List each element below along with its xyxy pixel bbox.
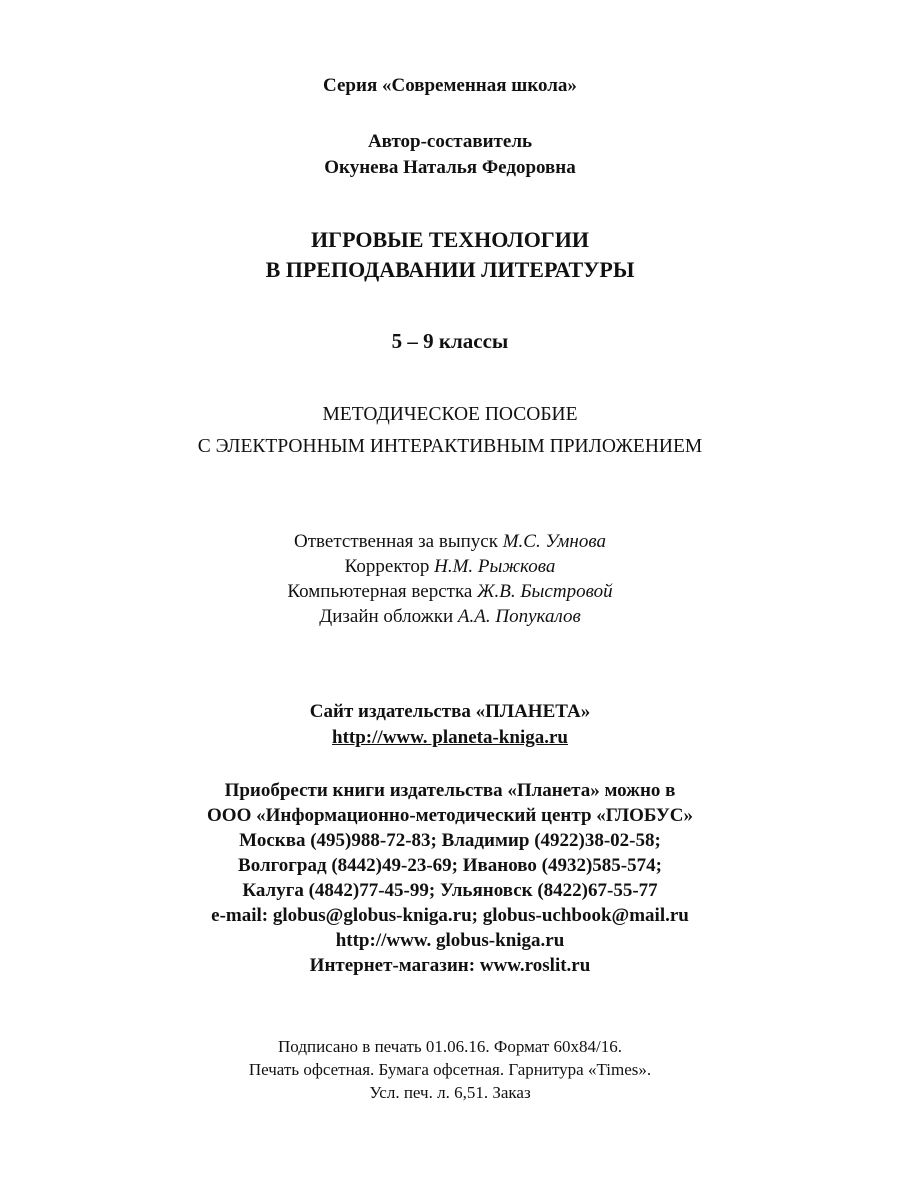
book-title-line-2: В ПРЕПОДАВАНИИ ЛИТЕРАТУРЫ [265, 257, 635, 282]
credit-line [0, 557, 900, 576]
publisher-site-link[interactable]: http://www. planeta-kniga.ru [332, 727, 568, 748]
purchase-info-website-line: http://www. globus-kniga.ru [335, 930, 565, 951]
credit-person: А.А. Попукалов [457, 606, 581, 627]
credit-line [0, 582, 900, 601]
grades-line: 5 – 9 классы [391, 329, 509, 353]
purchase-info-line: Волгоград (8442)49-23-69; Иваново (4932)585-574; [238, 855, 662, 876]
purchase-info-online-shop-line: Интернет-магазин: www.roslit.ru [309, 955, 591, 976]
credit-role: Дизайн обложки [319, 606, 454, 627]
credit-person: М.С. Умнова [502, 531, 606, 552]
purchase-info-line: Калуга (4842)77-45-99; Ульяновск (8422)67-55-77 [242, 880, 658, 901]
author-name: Окунева Наталья Федоровна [324, 157, 576, 178]
subtitle-line-2: С ЭЛЕКТРОННЫМ ИНТЕРАКТИВНЫМ ПРИЛОЖЕНИЕМ [197, 436, 703, 457]
author-role: Автор-составитель [367, 131, 533, 152]
series-line: Серия «Современная школа» [323, 75, 577, 96]
credit-line [0, 532, 900, 551]
purchase-info-email-line: e-mail: globus@globus-kniga.ru; globus-uchbook@mail.ru [211, 905, 689, 926]
purchase-info-line: ООО «Информационно-методический центр «ГЛОБУС» [207, 805, 693, 826]
purchase-info-line: Москва (495)988-72-83; Владимир (4922)38-02-58; [239, 830, 661, 851]
imprint-line: Усл. печ. л. 6,51. Заказ [369, 1083, 531, 1102]
credit-line [0, 607, 900, 626]
credit-person: Ж.В. Быстровой [477, 581, 613, 602]
publisher-site-label: Сайт издательства «ПЛАНЕТА» [309, 701, 591, 722]
purchase-info-line: Приобрести книги издательства «Планета» можно в [224, 780, 676, 801]
subtitle-line-1: МЕТОДИЧЕСКОЕ ПОСОБИЕ [322, 404, 578, 425]
credit-person: Н.М. Рыжкова [434, 556, 556, 577]
imprint-line: Печать офсетная. Бумага офсетная. Гарнитура «Times». [248, 1060, 652, 1079]
credit-role: Компьютерная верстка [287, 581, 473, 602]
credit-role: Ответственная за выпуск [294, 531, 498, 552]
book-title-line-1: ИГРОВЫЕ ТЕХНОЛОГИИ [310, 227, 590, 252]
credit-role: Корректор [344, 556, 430, 577]
publisher-site-url-line [0, 728, 900, 747]
imprint-line: Подписано в печать 01.06.16. Формат 60х84/16. [278, 1037, 622, 1056]
